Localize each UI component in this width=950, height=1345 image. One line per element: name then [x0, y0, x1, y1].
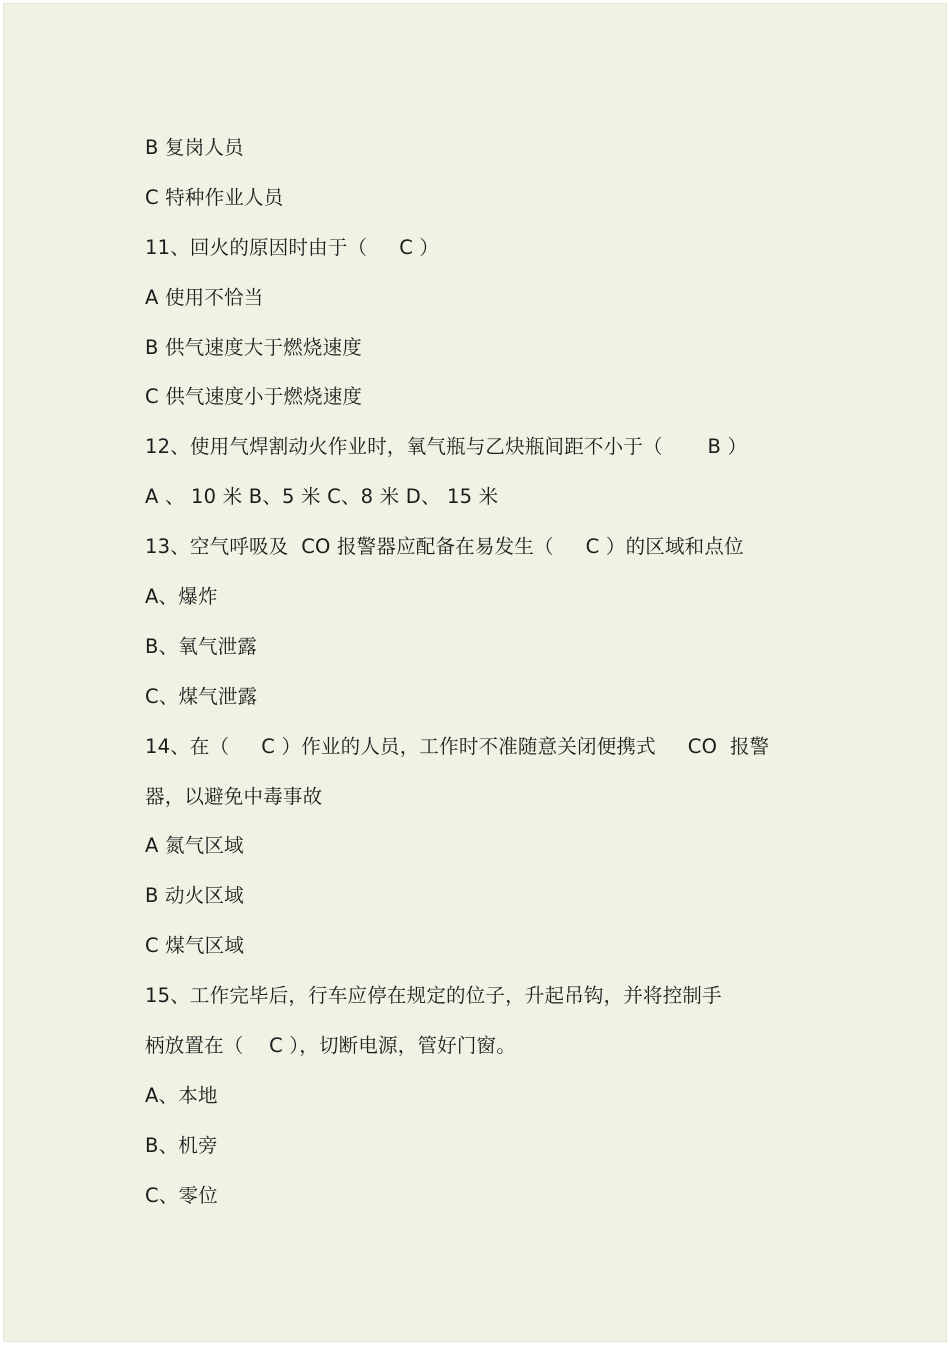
text-line: C 煤气区域	[145, 934, 245, 958]
text-line: A、爆炸	[145, 585, 218, 609]
text-line: C、煤气泄露	[145, 684, 258, 708]
text-line: A 使用不恰当	[145, 285, 264, 309]
text-line: B、氧气泄露	[145, 634, 258, 658]
question-11: 11、回火的原因时由于（ C ）	[145, 235, 440, 259]
text-line: 柄放置在（ C ），切断电源，管好门窗。	[145, 1034, 516, 1058]
text-line: A 氮气区域	[145, 834, 244, 858]
question-14: 14、在（ C ）作业的人员，工作时不准随意关闭便携式 CO 报警	[145, 734, 770, 758]
text-line: C 供气速度小于燃烧速度	[145, 385, 363, 409]
text-line: 器，以避免中毒事故	[145, 784, 323, 808]
text-line: B 供气速度大于燃烧速度	[145, 335, 362, 359]
text-line: C 特种作业人员	[145, 185, 284, 209]
text-line: A 、 10 米 B、5 米 C、8 米 D、 15 米	[145, 485, 499, 509]
text-line: B 复岗人员	[145, 136, 244, 159]
question-15: 15、工作完毕后，行车应停在规定的位子，升起吊钩，并将控制手	[145, 984, 722, 1008]
text-line: C、零位	[145, 1183, 218, 1207]
question-13: 13、空气呼吸及 CO 报警器应配备在易发生（ C ）的区域和点位	[145, 535, 744, 559]
document-page	[3, 3, 947, 1342]
question-12: 12、使用气焊割动火作业时，氧气瓶与乙炔瓶间距不小于（ B ）	[145, 435, 748, 459]
document-body	[145, 128, 825, 1226]
text-line: A、本地	[145, 1083, 218, 1107]
text-line: B、机旁	[145, 1133, 218, 1157]
text-line: B 动火区域	[145, 884, 244, 908]
